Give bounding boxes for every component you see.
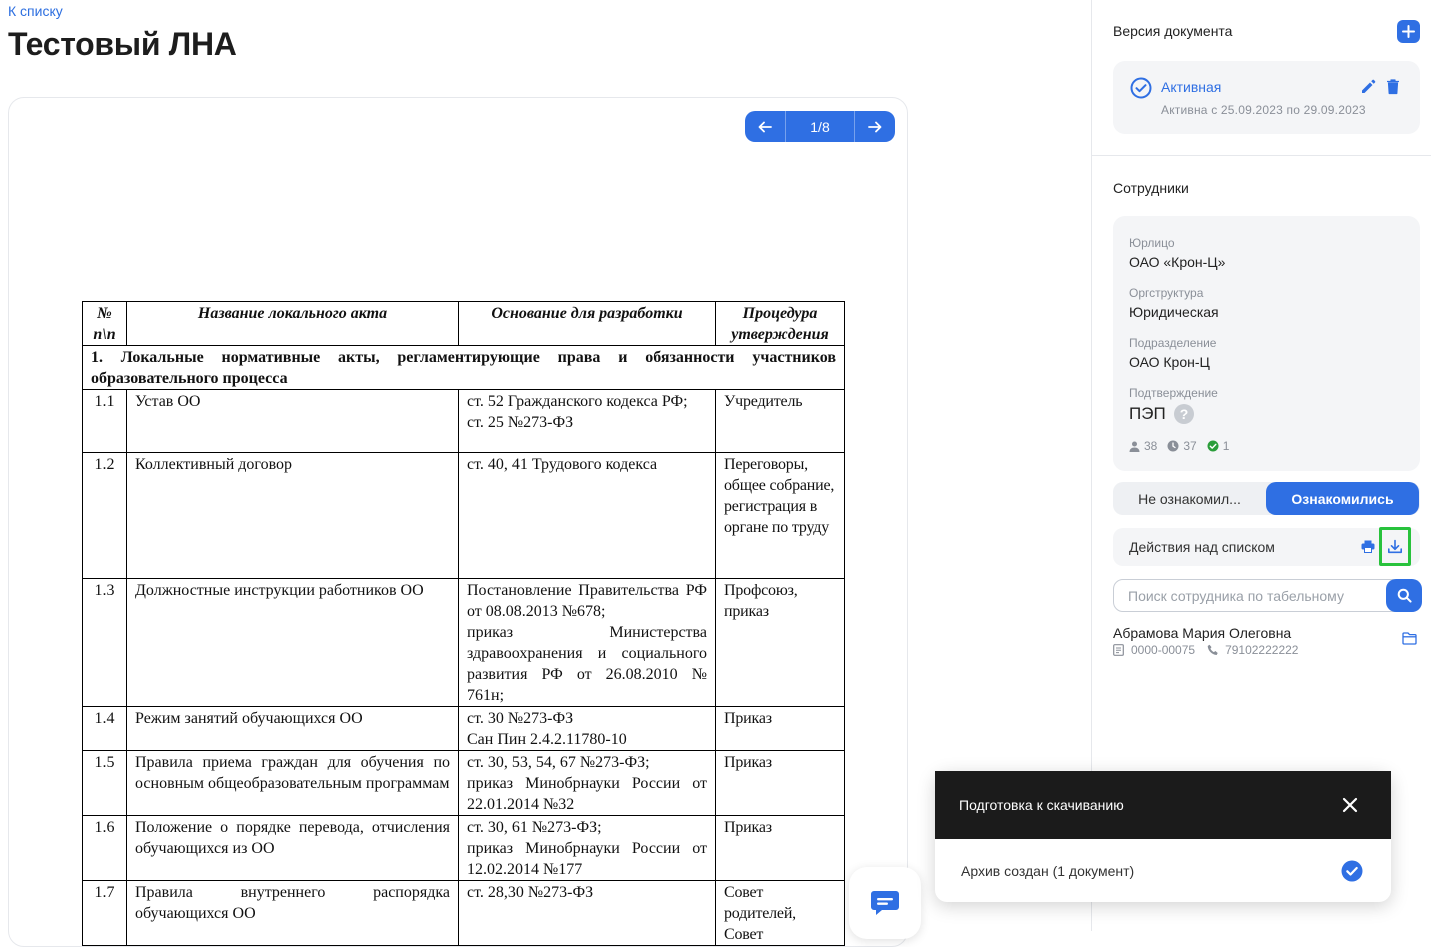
- edit-icon[interactable]: [1360, 78, 1377, 95]
- table-row: [83, 881, 845, 946]
- person-icon: [1129, 441, 1140, 452]
- row-basis-text: ст. 25 №273-ФЗ: [467, 414, 574, 431]
- row-name-text: Должностные инструкции работников ОО: [135, 582, 424, 599]
- row-procedure: [716, 453, 845, 579]
- toast-header: [935, 771, 1391, 839]
- row-num-text: 1.2: [94, 456, 115, 473]
- download-icon: [1387, 539, 1403, 555]
- chat-button[interactable]: [849, 867, 921, 939]
- row-procedure-text: Приказ: [724, 819, 772, 836]
- employee-search: [1113, 579, 1420, 612]
- employee-search-input[interactable]: [1113, 579, 1403, 612]
- row-name-text: Правила приема граждан для обучения по основным общеобразовательным программам: [135, 754, 450, 792]
- row-basis: [459, 707, 716, 751]
- employees-filter-card: [1113, 216, 1420, 471]
- table-row: [83, 390, 845, 453]
- row-basis: [459, 751, 716, 816]
- row-procedure-text: Совет родителей, Совет: [724, 884, 796, 943]
- row-procedure: [716, 816, 845, 881]
- close-icon[interactable]: [1340, 795, 1360, 815]
- legal-entity-value: ОАО «Крон-Ц»: [1129, 254, 1226, 270]
- row-procedure-text: Профсоюз, приказ: [724, 582, 798, 620]
- row-num-text: 1.3: [94, 582, 115, 599]
- arrow-right-icon: [867, 119, 883, 135]
- row-num: [83, 707, 127, 751]
- list-actions-label: Действия над списком: [1129, 539, 1275, 555]
- back-to-list-link[interactable]: К списку: [8, 3, 63, 19]
- page-indicator: 1/8: [785, 111, 855, 142]
- acquaintance-toggle: [1113, 482, 1420, 515]
- row-name-text: Коллективный договор: [135, 456, 293, 473]
- header-procedure: Процедура утверждения: [716, 302, 845, 346]
- row-procedure: [716, 751, 845, 816]
- header-basis: Основание для разработки: [459, 302, 716, 346]
- row-num: [83, 579, 127, 707]
- tab-not-acquainted[interactable]: Не ознакомил...: [1138, 490, 1241, 507]
- row-name: [127, 816, 459, 881]
- table-row: [83, 579, 845, 707]
- next-page-button[interactable]: [855, 111, 895, 142]
- row-basis-text: ст. 28,30 №273-ФЗ: [467, 884, 594, 901]
- page-title: Тестовый ЛНА: [8, 26, 237, 62]
- row-procedure: [716, 390, 845, 453]
- row-name: [127, 390, 459, 453]
- org-structure-label: Оргструктура: [1129, 286, 1204, 300]
- version-section-title: Версия документа: [1113, 23, 1233, 39]
- org-structure-value: Юридическая: [1129, 304, 1219, 320]
- row-basis-text: ст. 30, 53, 54, 67 №273-ФЗ;: [467, 754, 650, 771]
- version-status: Активная: [1161, 79, 1222, 95]
- row-procedure-text: Приказ: [724, 754, 772, 771]
- row-num-text: 1.6: [94, 819, 115, 836]
- division-label: Подразделение: [1129, 336, 1217, 350]
- row-num: [83, 881, 127, 946]
- version-dates: Активна с 25.09.2023 по 29.09.2023: [1161, 103, 1366, 117]
- toast-title: Подготовка к скачиванию: [959, 797, 1124, 813]
- table-header-row: [83, 302, 845, 346]
- check-circle-filled-icon: [1341, 860, 1363, 882]
- row-basis: [459, 816, 716, 881]
- search-icon: [1397, 588, 1412, 603]
- prev-page-button[interactable]: [745, 111, 785, 142]
- plus-icon: [1402, 25, 1415, 38]
- legal-entity-label: Юрлицо: [1129, 236, 1175, 250]
- stat-pending: 37: [1183, 439, 1197, 453]
- download-toast: [935, 771, 1391, 902]
- row-name-text: Устав ОО: [135, 393, 201, 410]
- row-num-text: 1.5: [94, 754, 115, 771]
- row-basis-text: Сан Пин 2.4.2.11780-10: [467, 731, 627, 748]
- row-name-text: Положение о порядке перевода, отчисления обучающихся из ОО: [135, 819, 450, 857]
- confirmation-value: ПЭП: [1129, 404, 1166, 423]
- phone-icon: [1207, 644, 1219, 656]
- stat-total: 38: [1144, 439, 1158, 453]
- row-basis-text: ст. 52 Гражданского кодекса РФ;: [467, 393, 688, 410]
- row-name: [127, 881, 459, 946]
- employees-section-title: Сотрудники: [1113, 180, 1189, 196]
- row-name: [127, 707, 459, 751]
- row-basis-text: приказ Минобрнауки России от 12.02.2014 №177: [467, 840, 707, 878]
- row-procedure-text: Приказ: [724, 710, 772, 727]
- row-num-text: 1.4: [94, 710, 115, 727]
- row-procedure: [716, 707, 845, 751]
- help-icon[interactable]: ?: [1174, 404, 1194, 424]
- download-button[interactable]: [1379, 527, 1411, 566]
- search-button[interactable]: [1386, 579, 1422, 612]
- list-actions-bar: [1113, 528, 1420, 566]
- version-card[interactable]: [1113, 61, 1420, 134]
- check-done-icon: [1207, 440, 1219, 452]
- row-name-text: Режим занятий обучающихся ОО: [135, 710, 363, 727]
- confirmation-label: Подтверждение: [1129, 386, 1218, 400]
- section-row: [83, 346, 845, 390]
- row-num: [83, 390, 127, 453]
- row-basis-text: ст. 30, 61 №273-ФЗ;: [467, 819, 602, 836]
- page-pager: [745, 111, 895, 142]
- section-title: 1. Локальные нормативные акты, регламентирующие права и обязанности участников образовательного процесса: [83, 346, 845, 390]
- header-name: Название локального акта: [127, 302, 459, 346]
- row-basis: [459, 579, 716, 707]
- employee-meta: [1113, 643, 1298, 657]
- row-procedure-text: Учредитель: [724, 393, 803, 410]
- row-basis-text: Постановление Правительства РФ от 08.08.2013 №678;: [467, 582, 707, 620]
- row-name: [127, 453, 459, 579]
- tab-acquainted[interactable]: Ознакомились: [1266, 482, 1419, 515]
- row-name: [127, 579, 459, 707]
- row-procedure-text: Переговоры, общее собрание, регистрация в органе по труду: [724, 456, 835, 536]
- clock-icon: [1167, 440, 1179, 452]
- row-num: [83, 751, 127, 816]
- row-basis: [459, 881, 716, 946]
- row-basis-text: приказ Министерства здравоохранения и социального развития РФ от 26.08.2010 № 761н;: [467, 624, 707, 704]
- row-basis: [459, 390, 716, 453]
- header-num: № п\п: [83, 302, 127, 346]
- row-procedure: [716, 881, 845, 946]
- delete-icon[interactable]: [1386, 78, 1400, 95]
- row-basis-text: приказ Минобрнауки России от 22.01.2014 №32: [467, 775, 707, 813]
- stats-row: [1129, 439, 1239, 453]
- row-num-text: 1.7: [94, 884, 115, 901]
- chat-icon: [870, 890, 900, 916]
- divider: [1092, 155, 1431, 156]
- table-row: [83, 453, 845, 579]
- row-name-text: Правила внутреннего распорядка обучающихся ОО: [135, 884, 450, 922]
- row-basis-text: ст. 30 №273-ФЗ: [467, 710, 574, 727]
- arrow-left-icon: [757, 119, 773, 135]
- check-circle-icon: [1130, 77, 1152, 99]
- stat-done: 1: [1222, 439, 1230, 453]
- id-card-icon: [1113, 644, 1124, 656]
- row-basis: [459, 453, 716, 579]
- table-row: [83, 816, 845, 881]
- folder-icon[interactable]: [1402, 632, 1417, 645]
- toast-message: Архив создан (1 документ): [961, 863, 1135, 879]
- employee-tab-number: 0000-00075: [1131, 643, 1196, 657]
- table-row: [83, 751, 845, 816]
- division-value: ОАО Крон-Ц: [1129, 354, 1210, 370]
- row-basis-text: ст. 40, 41 Трудового кодекса: [467, 456, 658, 473]
- row-num: [83, 453, 127, 579]
- row-procedure: [716, 579, 845, 707]
- print-icon[interactable]: [1361, 540, 1375, 553]
- lna-table: [82, 301, 845, 946]
- row-num-text: 1.1: [94, 393, 115, 410]
- table-row: [83, 707, 845, 751]
- employee-phone: 79102222222: [1225, 643, 1299, 657]
- row-num: [83, 816, 127, 881]
- employee-name[interactable]: Абрамова Мария Олеговна: [1113, 625, 1292, 641]
- row-name: [127, 751, 459, 816]
- add-version-button[interactable]: [1397, 20, 1420, 43]
